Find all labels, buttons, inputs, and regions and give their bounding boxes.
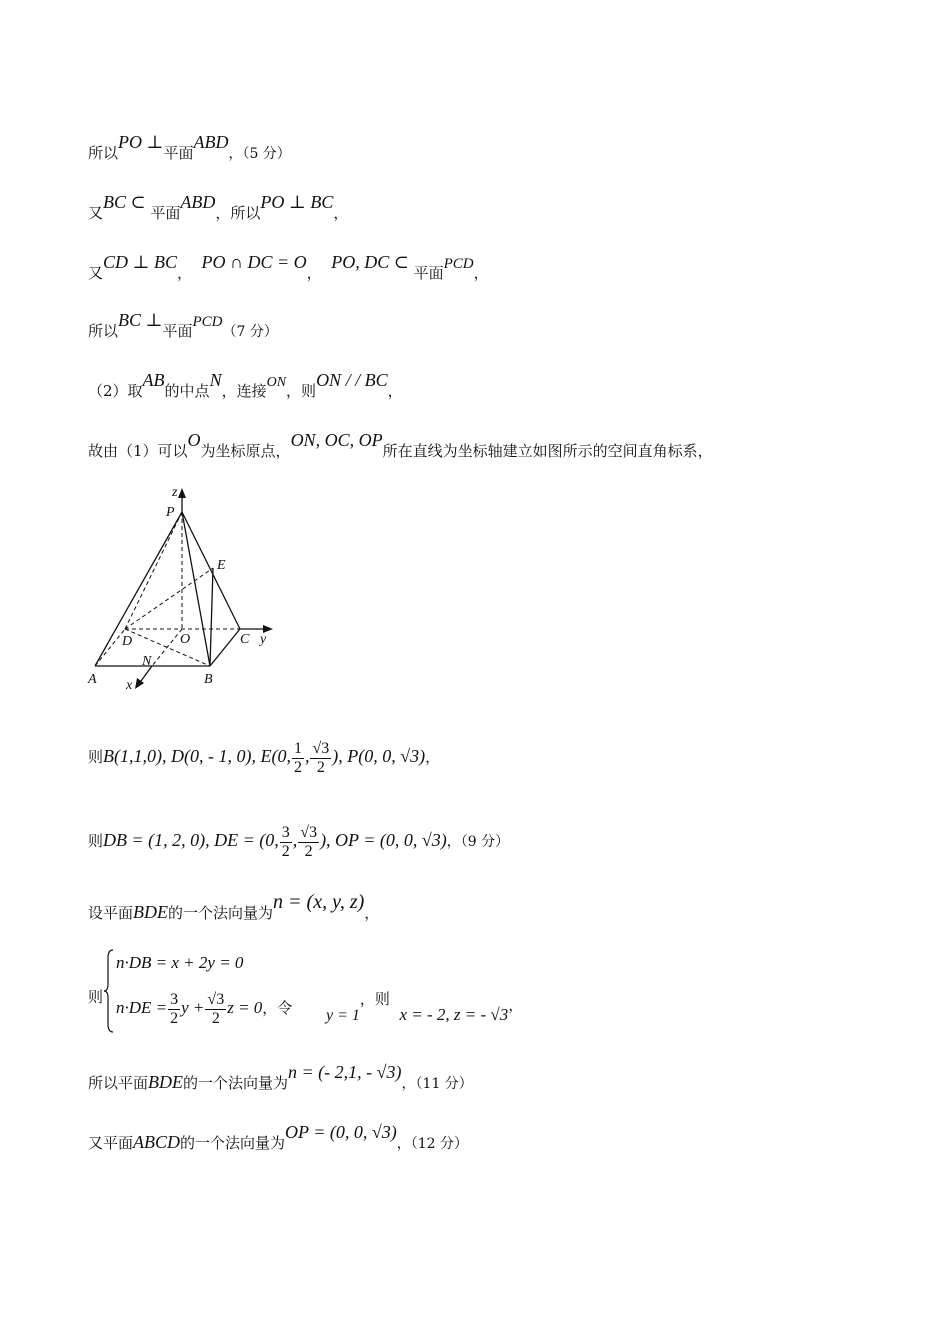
- math: ON / / BC: [316, 370, 388, 390]
- text: ，: [387, 382, 403, 400]
- text: 所以平面: [88, 1074, 149, 1092]
- label-E: E: [217, 558, 226, 573]
- proof-line-5: [88, 370, 403, 403]
- text: ，: [333, 204, 349, 222]
- text: ，: [176, 264, 192, 282]
- math: BDE: [133, 902, 169, 922]
- score-note: ，（11 分）: [401, 1076, 473, 1092]
- math: y +: [181, 998, 205, 1017]
- text: 的一个法向量为: [183, 1074, 289, 1092]
- math: DB = (1, 2, 0), DE = (0,: [103, 830, 279, 850]
- label-z: z: [172, 485, 178, 500]
- proof-line-2: [88, 192, 349, 223]
- math: PCD: [443, 256, 474, 272]
- math: BC ⊂: [103, 192, 146, 212]
- edge-EB: [210, 568, 213, 666]
- text: 的中点: [164, 382, 210, 400]
- math: PCD: [192, 314, 223, 330]
- text: 所在直线为坐标轴建立如图所示的空间直角标系，: [382, 442, 713, 460]
- label-O: O: [180, 632, 191, 647]
- text: 平面: [163, 144, 194, 162]
- score-note: （7 分）: [222, 324, 278, 340]
- proof-line-7: [88, 736, 440, 777]
- math: AB: [142, 370, 165, 390]
- math: x = - 2, z = - √3: [399, 1005, 509, 1024]
- text: 的一个法向量为: [168, 904, 274, 922]
- edge-PA: [95, 512, 182, 666]
- text: 所以: [88, 144, 119, 162]
- numerator: √3: [312, 739, 330, 757]
- fraction: [205, 991, 226, 1028]
- edge-DE: [125, 568, 213, 629]
- proof-line-9: [88, 891, 380, 923]
- denominator: 2: [281, 842, 290, 860]
- label-x: x: [126, 678, 133, 693]
- math: PO, DC ⊂: [331, 252, 409, 272]
- math: n = (- 2,1, - √3): [288, 1062, 402, 1082]
- fraction: [292, 740, 304, 777]
- label-C: C: [240, 632, 250, 647]
- text: （2）取: [88, 382, 143, 400]
- proof-line-6: [88, 430, 713, 461]
- fraction: [280, 824, 292, 861]
- math: PO ∩ DC = O: [201, 252, 307, 272]
- math: n·DB = x + 2y = 0: [116, 953, 244, 972]
- text: ，: [508, 996, 524, 1014]
- system-brace: [104, 948, 114, 1034]
- math: ON, OC, OP: [290, 430, 383, 450]
- math: N: [209, 370, 222, 390]
- fraction: [310, 740, 331, 777]
- label-B: B: [204, 672, 213, 687]
- edge-AD: [95, 629, 125, 666]
- math: O: [187, 430, 201, 450]
- proof-line-1: [88, 132, 291, 164]
- text: ，: [306, 264, 322, 282]
- text: 的一个法向量为: [180, 1134, 286, 1152]
- math: BC ⊥: [118, 310, 163, 330]
- numerator: √3: [207, 990, 225, 1008]
- math: PO ⊥ BC: [260, 192, 334, 212]
- numerator: 3: [170, 990, 179, 1008]
- label-y: y: [260, 632, 267, 647]
- denominator: 2: [293, 758, 302, 776]
- proof-line-4: [88, 310, 278, 342]
- text: ，令: [262, 999, 293, 1017]
- edge-PD: [125, 512, 182, 629]
- text: 故由（1）可以: [88, 442, 188, 460]
- pyramid-coordinate-figure: [80, 483, 280, 693]
- math: CD ⊥ BC: [103, 252, 177, 272]
- score-note: ，（12 分）: [396, 1136, 468, 1152]
- math: y = 1: [326, 1007, 360, 1024]
- math: BDE: [148, 1072, 184, 1092]
- text: 则: [88, 832, 104, 850]
- text: ，连接: [221, 382, 267, 400]
- denominator: 2: [211, 1009, 220, 1027]
- text: ，所以: [215, 204, 261, 222]
- text: ，则: [359, 990, 390, 1008]
- label-D: D: [122, 634, 133, 649]
- text: 又平面: [88, 1134, 134, 1152]
- text: 则: [88, 748, 104, 766]
- denominator: 2: [170, 1009, 179, 1027]
- math: z = 0: [227, 998, 263, 1017]
- numerator: √3: [300, 823, 318, 841]
- system-equation-1: [116, 953, 243, 973]
- axis-x-hidden: [152, 629, 182, 666]
- math: ), OP = (0, 0, √3): [320, 830, 447, 850]
- math: B(1,1,0), D(0, - 1, 0), E(0,: [103, 746, 291, 766]
- math: ON: [266, 375, 287, 390]
- proof-line-10: [88, 987, 103, 1007]
- label-N: N: [142, 654, 152, 669]
- edge-BC: [210, 629, 240, 666]
- denominator: 2: [304, 842, 313, 860]
- numerator: 3: [281, 823, 290, 841]
- numerator: 1: [293, 739, 302, 757]
- label-P: P: [166, 505, 175, 520]
- math: ,: [292, 830, 298, 850]
- text: 平面: [150, 204, 181, 222]
- math: ABD: [193, 132, 229, 152]
- text: ，则: [286, 382, 317, 400]
- denominator: 2: [316, 758, 325, 776]
- system-equation-2: [116, 988, 292, 1028]
- label-A: A: [88, 672, 97, 687]
- edge-PC: [182, 512, 240, 629]
- text: 设平面: [88, 904, 134, 922]
- math: ), P(0, 0, √3): [332, 746, 426, 766]
- math: n·DE =: [116, 998, 168, 1017]
- proof-line-3: [88, 252, 489, 284]
- score-note: ，（5 分）: [228, 146, 291, 162]
- text: 所以: [88, 322, 119, 340]
- text: 为坐标原点，: [200, 442, 291, 460]
- text: ，: [425, 748, 441, 766]
- proof-line-8: [88, 820, 509, 862]
- score-note: ，（9 分）: [446, 834, 510, 850]
- arrow-z: [178, 488, 186, 498]
- text: 又: [88, 264, 104, 282]
- fraction: [168, 991, 180, 1028]
- proof-line-12: [88, 1122, 468, 1154]
- system-tail: [326, 990, 524, 1026]
- text: ，: [364, 904, 380, 922]
- math: ,: [304, 746, 310, 766]
- text: 又: [88, 204, 104, 222]
- text: 平面: [413, 264, 444, 282]
- math: ABCD: [133, 1132, 181, 1152]
- text: 平面: [162, 322, 193, 340]
- text: ，: [473, 264, 489, 282]
- math: n = (x, y, z): [273, 891, 365, 913]
- proof-line-11: [88, 1062, 473, 1094]
- math: PO ⊥: [118, 132, 164, 152]
- math: OP = (0, 0, √3): [285, 1122, 397, 1142]
- fraction: [298, 824, 319, 861]
- math: ABD: [180, 192, 216, 212]
- text: 则: [88, 988, 104, 1006]
